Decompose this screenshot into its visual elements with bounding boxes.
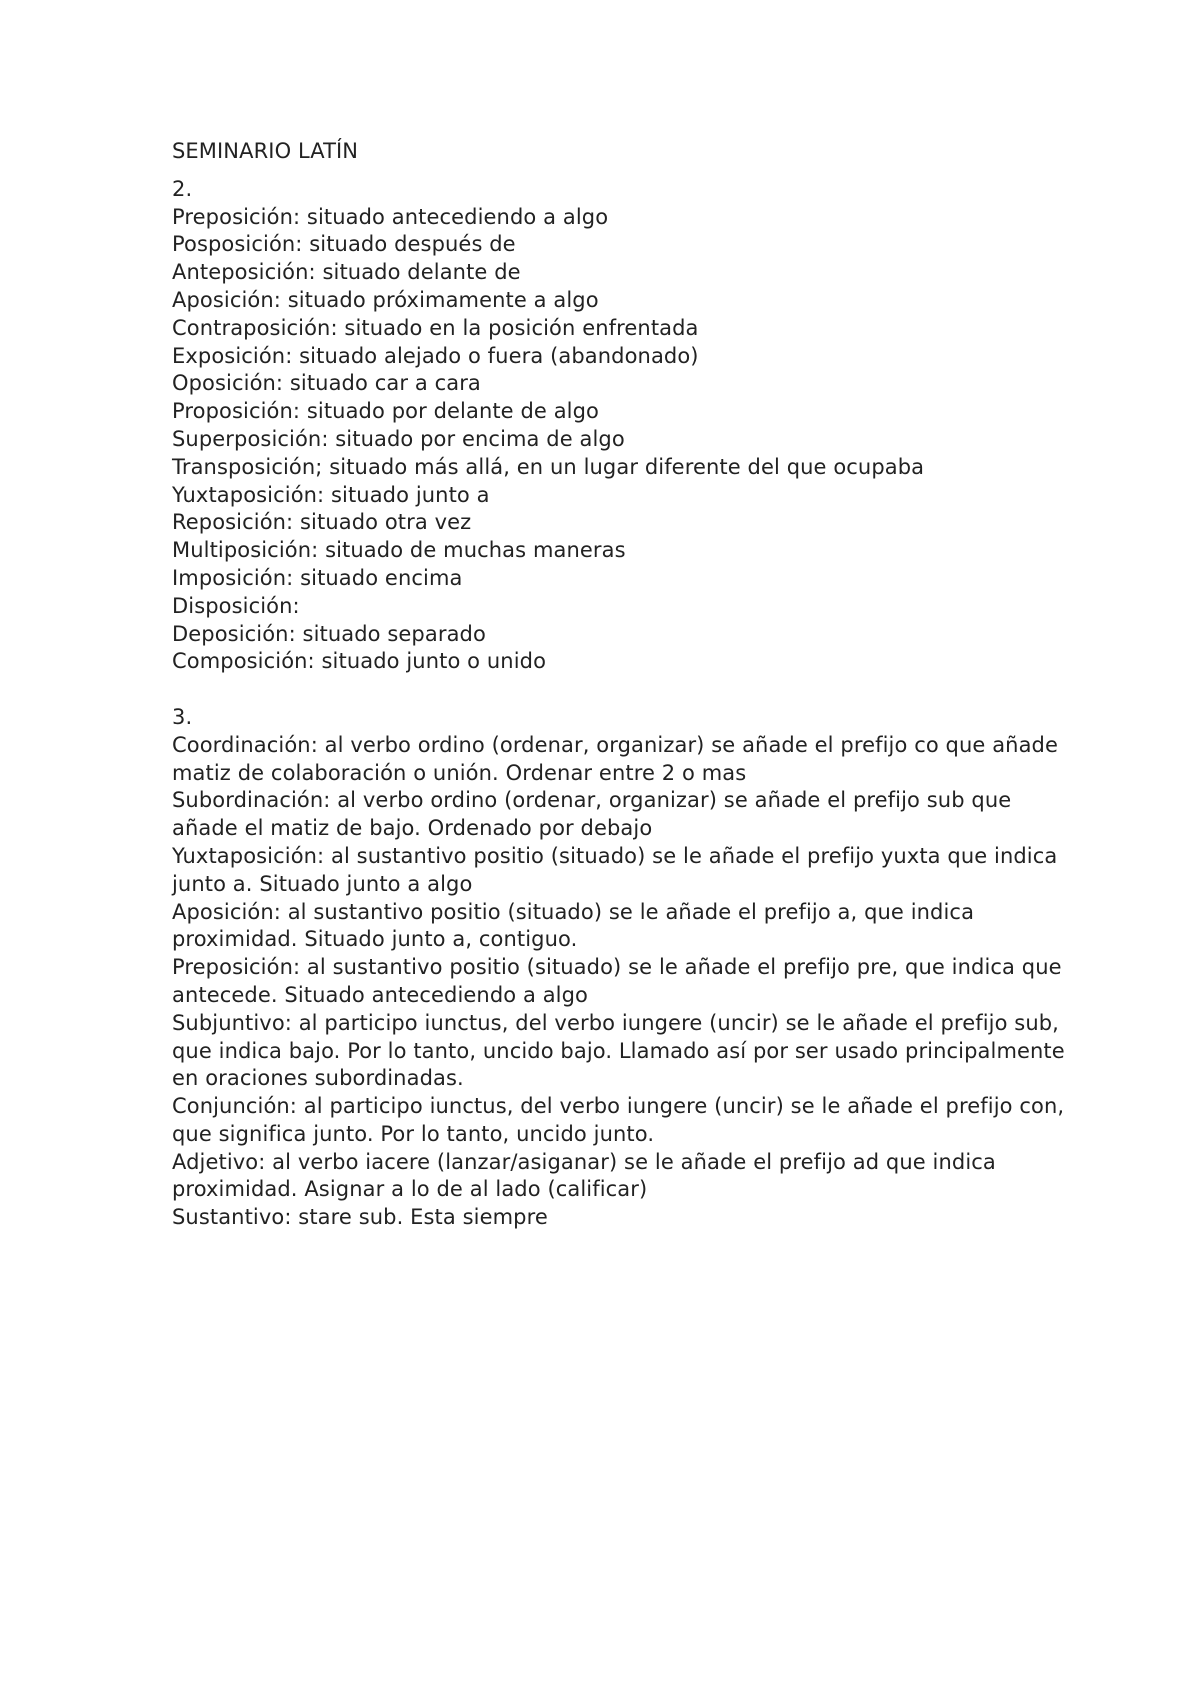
list-item: Deposición: situado separado (172, 621, 486, 646)
section-2 (172, 176, 1072, 676)
list-item: Anteposición: situado delante de (172, 260, 521, 285)
section-3-list (172, 732, 1072, 1232)
list-item: Multiposición: situado de muchas maneras (172, 538, 626, 563)
list-item: Exposición: situado alejado o fuera (abandonado) (172, 343, 699, 368)
list-item: Imposición: situado encima (172, 565, 463, 590)
section-2-number: 2. (172, 176, 193, 201)
paragraph: Sustantivo: stare sub. Esta siempre (172, 1205, 548, 1230)
list-item: Contraposición: situado en la posición enfrentada (172, 315, 699, 340)
paragraph: Aposición: al sustantivo positio (situado) se le añade el prefijo a, que indica proximidad. Situado junto a, contiguo. (172, 899, 975, 952)
document-title: SEMINARIO LATÍN (172, 139, 359, 163)
paragraph: Conjunción: al participo iunctus, del verbo iungere (uncir) se le añade el prefijo con, que significa junto. Por lo tanto, uncido junto. (172, 1094, 1065, 1146)
list-item: Preposición: situado antecediendo a algo (172, 204, 609, 229)
paragraph: Preposición: al sustantivo positio (situado) se le añade el prefijo pre, que indica que antecede. Situado antecediendo a algo (172, 955, 1062, 1007)
list-item: Composición: situado junto o unido (172, 649, 547, 674)
list-item: Oposición: situado car a cara (172, 371, 481, 396)
list-item: Aposición: situado próximamente a algo (172, 287, 599, 312)
list-item: Yuxtaposición: situado junto a (172, 482, 490, 507)
list-item: Transposición; situado más allá, en un lugar diferente del que ocupaba (172, 454, 925, 479)
paragraph: Subordinación: al verbo ordino (ordenar, organizar) se añade el prefijo sub que añade el matiz de bajo. Ordenado por debajo (172, 788, 1012, 841)
list-item: Posposición: situado después de (172, 232, 516, 257)
list-item: Superposición: situado por encima de algo (172, 426, 625, 451)
paragraph: Coordinación: al verbo ordino (ordenar, organizar) se añade el prefijo co que añade matiz de colaboración o unión. Ordenar entre 2 o mas (172, 732, 1058, 785)
list-item: Reposición: situado otra vez (172, 510, 472, 535)
paragraph: Yuxtaposición: al sustantivo positio (situado) se le añade el prefijo yuxta que indica junto a. Situado junto a algo (172, 843, 1058, 896)
section-3 (172, 704, 1072, 1232)
section-3-number: 3. (172, 704, 193, 729)
section-2-list (172, 204, 1072, 677)
paragraph: Subjuntivo: al participo iunctus, del verbo iungere (uncir) se le añade el prefijo sub, que indica bajo. Por lo tanto, uncido bajo. Llamado así por ser usado principalmente en oraciones subordinadas. (172, 1010, 1065, 1091)
list-item: Disposición: (172, 593, 300, 618)
document-body (172, 138, 1072, 1232)
list-item: Proposición: situado por delante de algo (172, 399, 599, 424)
paragraph: Adjetivo: al verbo iacere (lanzar/asiganar) se le añade el prefijo ad que indica proximidad. Asignar a lo de al lado (calificar) (172, 1149, 996, 1202)
